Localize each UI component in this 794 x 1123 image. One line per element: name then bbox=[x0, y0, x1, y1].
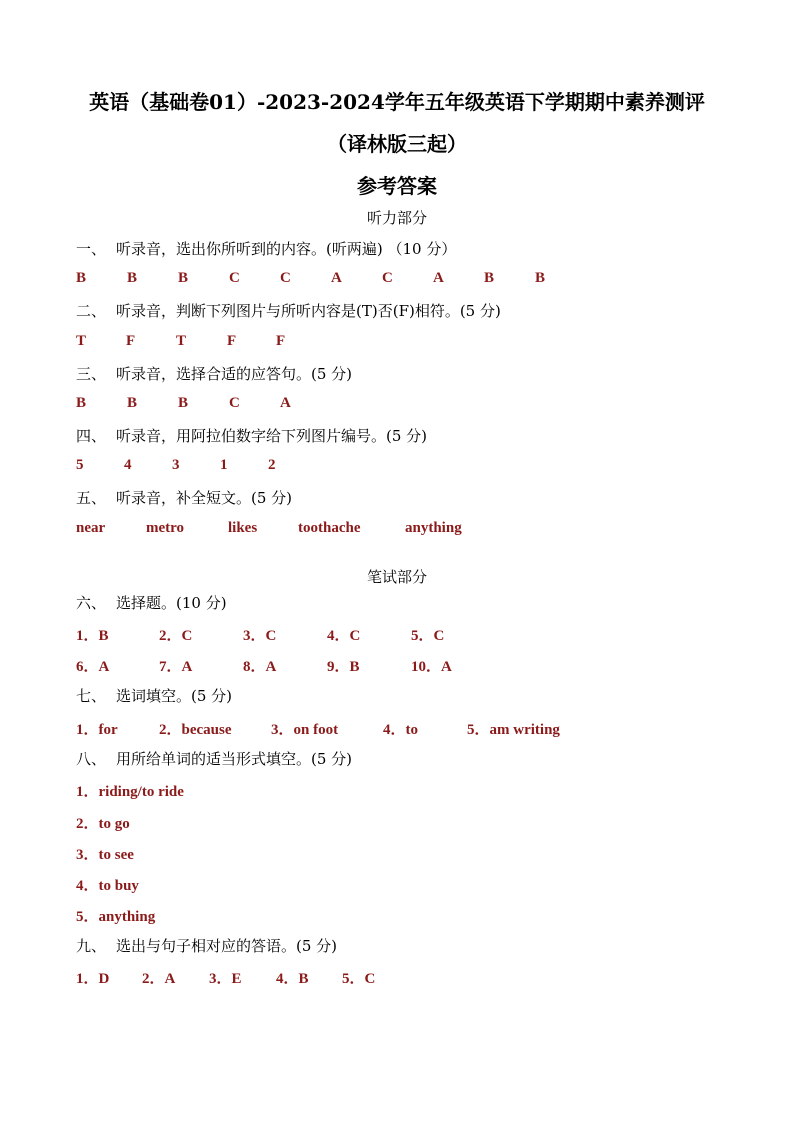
answer-item: 3．on foot bbox=[271, 722, 339, 738]
answer-item: C bbox=[229, 270, 240, 286]
answer-item: 1．D bbox=[76, 971, 110, 987]
answer-item: 5．C bbox=[411, 628, 445, 644]
answer-item: toothache bbox=[298, 520, 361, 536]
answer-item: 9．B bbox=[327, 659, 360, 675]
section-number: 二、 bbox=[76, 302, 107, 320]
answer-item: B bbox=[484, 270, 495, 286]
answer-item: 8．A bbox=[243, 659, 277, 675]
section-3-question bbox=[76, 363, 352, 384]
answer-item: C bbox=[382, 270, 393, 286]
section-number: 九、 bbox=[76, 937, 107, 955]
section-instruction: 选词填空。(5 分) bbox=[116, 687, 233, 705]
answer-item: C bbox=[229, 395, 240, 411]
answer-item: 2 bbox=[268, 457, 276, 473]
answer-item: 10．A bbox=[411, 659, 452, 675]
answer-item: 5．am writing bbox=[467, 722, 560, 738]
answer-item: 4 bbox=[124, 457, 132, 473]
answer-item: F bbox=[126, 333, 136, 349]
answer-item: B bbox=[127, 395, 138, 411]
answer-item: T bbox=[176, 333, 187, 349]
answer-item: 5 bbox=[76, 457, 84, 473]
answer-item: 4．to buy bbox=[76, 878, 139, 894]
answer-item: C bbox=[280, 270, 291, 286]
section-1-question bbox=[76, 238, 456, 259]
document-title: 英语（基础卷01）-2023-2024学年五年级英语下学期期中素养测评 bbox=[89, 90, 705, 114]
listening-part-heading: 听力部分 bbox=[366, 209, 427, 227]
section-2-question bbox=[76, 300, 501, 321]
answer-item: 6．A bbox=[76, 659, 110, 675]
answer-item: 7．A bbox=[159, 659, 193, 675]
answer-item: anything bbox=[405, 520, 462, 536]
answer-item: 2．to go bbox=[76, 816, 130, 832]
answer-item: 1．for bbox=[76, 722, 118, 738]
section-5-question bbox=[76, 487, 292, 508]
writing-part-heading: 笔试部分 bbox=[366, 568, 427, 586]
answer-item: F bbox=[276, 333, 286, 349]
section-number: 七、 bbox=[76, 687, 107, 705]
section-7-question bbox=[76, 685, 232, 706]
section-instruction: 听录音，选出你所听到的内容。(听两遍) （10 分） bbox=[116, 240, 457, 258]
section-9-question bbox=[76, 935, 337, 956]
answer-item: F bbox=[227, 333, 237, 349]
section-instruction: 听录音，补全短文。(5 分) bbox=[116, 489, 293, 507]
answer-item: 1．B bbox=[76, 628, 109, 644]
answer-item: 5．anything bbox=[76, 909, 156, 925]
document-subtitle: （译林版三起） bbox=[327, 132, 467, 156]
answer-item: B bbox=[178, 270, 189, 286]
section-8-question bbox=[76, 748, 352, 769]
answer-item: likes bbox=[228, 520, 258, 536]
answer-item: A bbox=[280, 395, 291, 411]
section-instruction: 听录音，选择合适的应答句。(5 分) bbox=[116, 365, 353, 383]
answer-item: B bbox=[178, 395, 189, 411]
answer-item: 3．C bbox=[243, 628, 277, 644]
answer-item: B bbox=[76, 270, 87, 286]
answer-item: 2．because bbox=[159, 722, 232, 738]
section-instruction: 选出与句子相对应的答语。(5 分) bbox=[116, 937, 338, 955]
answer-item: 1．riding/to ride bbox=[76, 784, 184, 800]
answer-item: 4．B bbox=[276, 971, 309, 987]
section-number: 六、 bbox=[76, 594, 107, 612]
answer-item: 3 bbox=[172, 457, 180, 473]
section-6-question bbox=[76, 592, 227, 613]
section-number: 三、 bbox=[76, 365, 107, 383]
answer-item: 4．to bbox=[383, 722, 418, 738]
section-4-question bbox=[76, 425, 427, 446]
section-number: 八、 bbox=[76, 750, 107, 768]
answer-item: 2．C bbox=[159, 628, 193, 644]
section-number: 一、 bbox=[76, 240, 107, 258]
answer-item: 3．E bbox=[209, 971, 242, 987]
answer-item: T bbox=[76, 333, 87, 349]
answer-item: 2．A bbox=[142, 971, 176, 987]
answer-item: metro bbox=[146, 520, 185, 536]
section-number: 五、 bbox=[76, 489, 107, 507]
answer-item: B bbox=[76, 395, 87, 411]
answer-item: near bbox=[76, 520, 106, 536]
answer-item: B bbox=[127, 270, 138, 286]
section-instruction: 用所给单词的适当形式填空。(5 分) bbox=[116, 750, 353, 768]
answer-item: 5．C bbox=[342, 971, 376, 987]
answer-item: A bbox=[331, 270, 342, 286]
answer-item: A bbox=[433, 270, 444, 286]
answer-key-heading: 参考答案 bbox=[357, 174, 437, 198]
answer-item: B bbox=[535, 270, 546, 286]
answer-item: 1 bbox=[220, 457, 228, 473]
section-instruction: 听录音，判断下列图片与所听内容是(T)否(F)相符。(5 分) bbox=[116, 302, 501, 320]
section-instruction: 听录音，用阿拉伯数字给下列图片编号。(5 分) bbox=[116, 427, 428, 445]
section-number: 四、 bbox=[76, 427, 107, 445]
answer-item: 4．C bbox=[327, 628, 361, 644]
section-instruction: 选择题。(10 分) bbox=[116, 594, 227, 612]
answer-item: 3．to see bbox=[76, 847, 134, 863]
